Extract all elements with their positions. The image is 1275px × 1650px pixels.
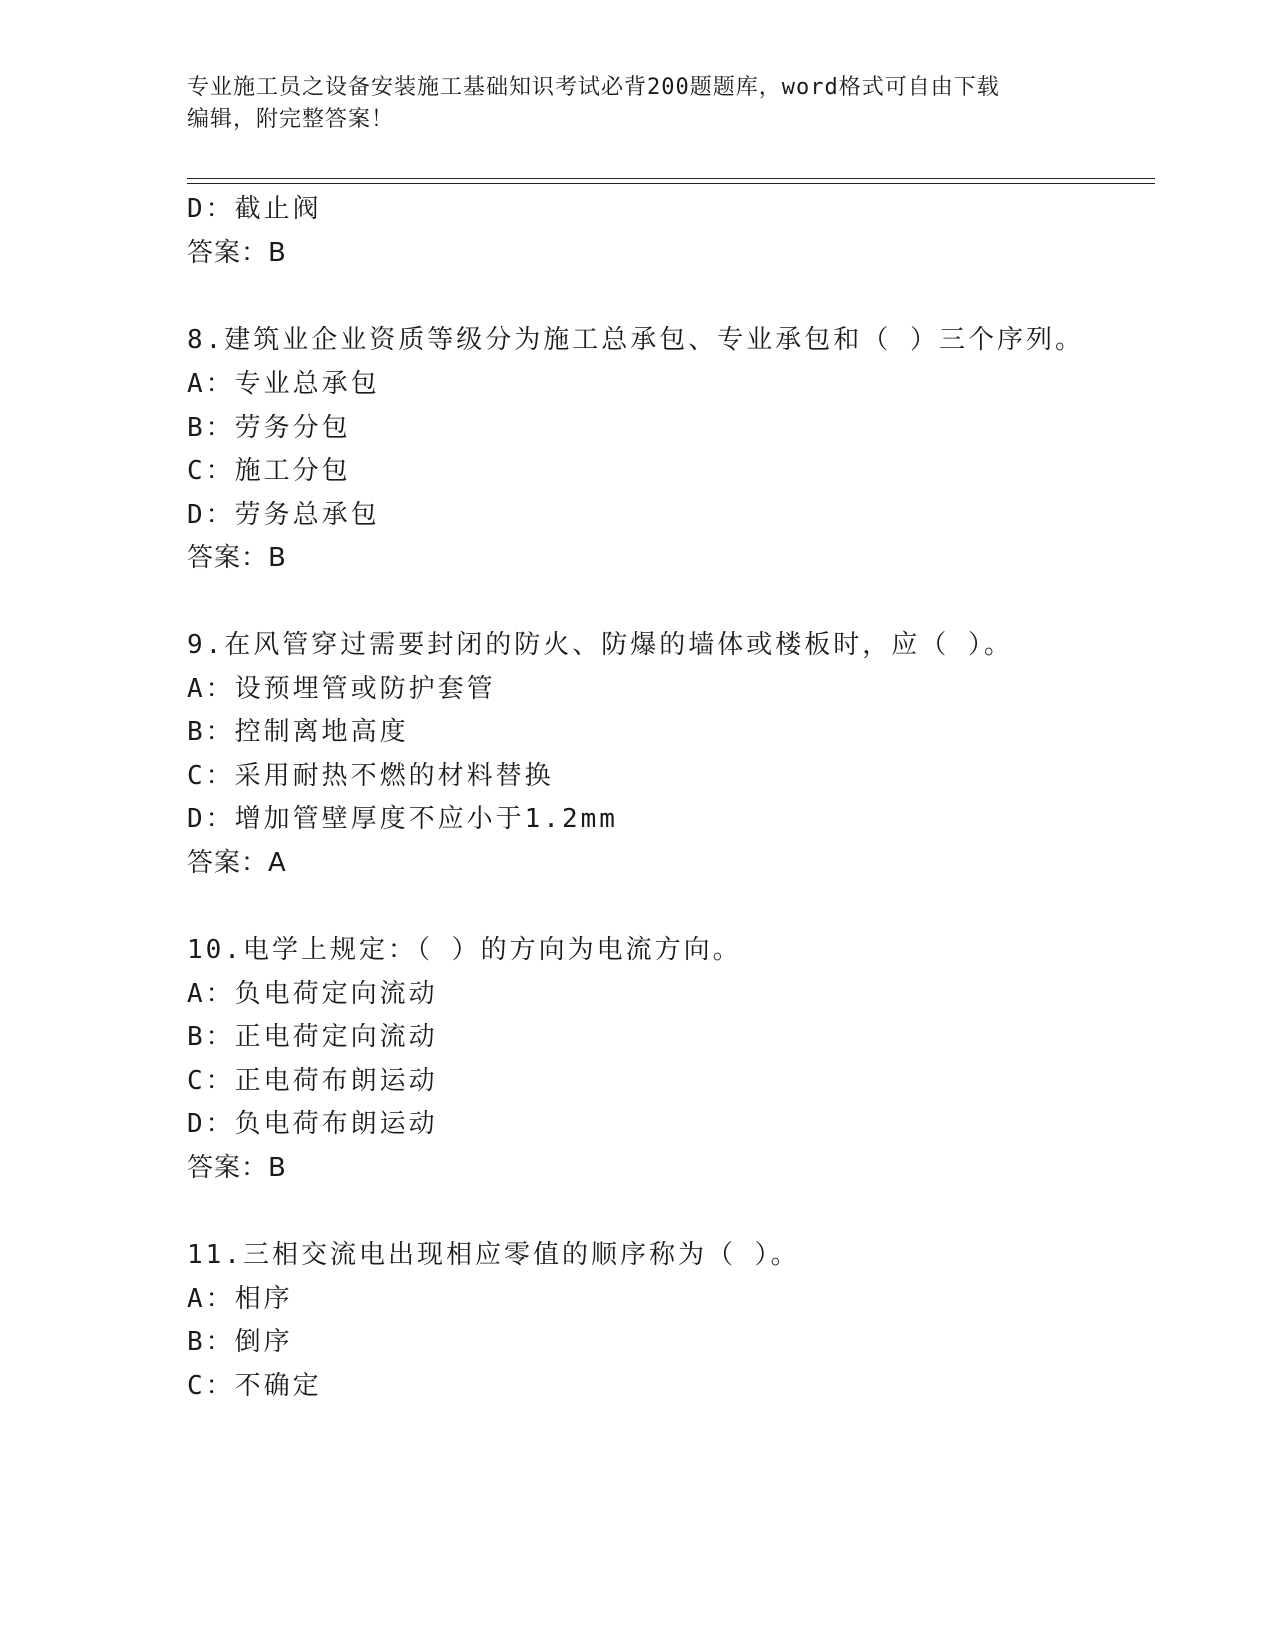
- q8-answer: 答案：B: [187, 543, 287, 573]
- q10-option-a: A：负电荷定向流动: [187, 979, 438, 1009]
- q8-option-a: A：专业总承包: [187, 369, 380, 399]
- q9-option-a: A：设预埋管或防护套管: [187, 674, 496, 704]
- q10-option-d: D：负电荷布朗运动: [187, 1109, 438, 1139]
- q9-option-b: B：控制离地高度: [187, 717, 409, 747]
- q8-option-d: D：劳务总承包: [187, 500, 380, 530]
- document-header: [187, 72, 1087, 136]
- q9-answer: 答案：A: [187, 848, 287, 878]
- q10-stem: 10.电学上规定：（ ）的方向为电流方向。: [187, 935, 742, 965]
- q7-answer: 答案：B: [187, 238, 287, 268]
- q10-option-c: C：正电荷布朗运动: [187, 1066, 438, 1096]
- q11-stem: 11.三相交流电出现相应零值的顺序称为（ ）。: [187, 1240, 800, 1270]
- q8-option-c: C：施工分包: [187, 456, 351, 486]
- q9-option-d: D：增加管壁厚度不应小于1.2mm: [187, 804, 618, 834]
- q11-option-a: A：相序: [187, 1284, 293, 1314]
- q11-option-b: B：倒序: [187, 1327, 293, 1357]
- q9-stem: 9.在风管穿过需要封闭的防火、防爆的墙体或楼板时，应（ ）。: [187, 630, 1013, 660]
- q8-option-b: B：劳务分包: [187, 413, 351, 443]
- header-title-line-1: 专业施工员之设备安装施工基础知识考试必背200题题库，word格式可自由下载: [187, 75, 1000, 100]
- q10-option-b: B：正电荷定向流动: [187, 1022, 438, 1052]
- q7-option-d: D：截止阀: [187, 194, 322, 224]
- header-title-line-2: 编辑，附完整答案！: [187, 107, 395, 132]
- header-divider-top: [187, 178, 1155, 179]
- q9-option-c: C：采用耐热不燃的材料替换: [187, 761, 554, 791]
- q11-option-c: C：不确定: [187, 1371, 322, 1401]
- header-divider-bottom: [187, 183, 1155, 184]
- q10-answer: 答案：B: [187, 1153, 287, 1183]
- q8-stem: 8.建筑业企业资质等级分为施工总承包、专业承包和（ ）三个序列。: [187, 325, 1084, 355]
